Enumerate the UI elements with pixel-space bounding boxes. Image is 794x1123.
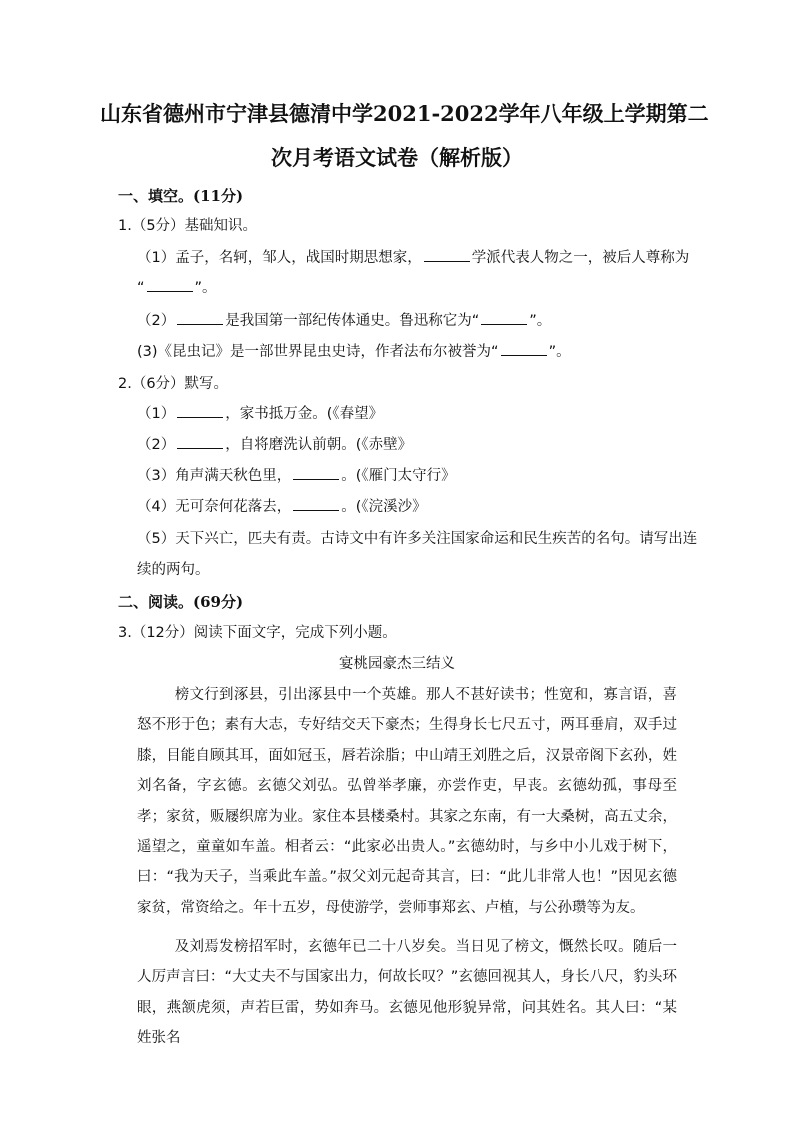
passage-paragraph-2: 及刘焉发榜招军时，玄德年已二十八岁矣。当日见了榜文，慨然长叹。随后一人厉声言曰：“大丈夫不与国家出力，何故长叹？”玄德回视其人，身长八尺，豹头环眼，燕颔虎须，声若巨雷，势如奔马。玄德见他形貌异常，问其姓名。其人曰：“某姓张名 bbox=[137, 939, 677, 1047]
q1-item1-line2: “ ”。 bbox=[137, 280, 217, 296]
page-title-line1: 山东省德州市宁津县德清中学2021-2022学年八年级上学期第二 bbox=[100, 101, 709, 126]
passage-paragraph-1: 榜文行到涿县，引出涿县中一个英雄。那人不甚好读书；性宽和，寡言语，喜怒不形于色；素有大志，专好结交天下豪杰；生得身长七尺五寸，两耳垂肩，双手过膝，目能自顾其耳，面如冠玉，唇若涂脂；中山靖王刘胜之后，汉景帝阁下玄孙，姓刘名备，字玄德。玄德父刘弘。弘曾举孝廉，亦尝作吏，早丧。玄德幼孤，事母至孝；家贫，贩屦织席为业。家住本县楼桑村。其家之东南，有一大桑树，高五丈余，遥望之，童童如车盖。相者云：“此家必出贵人。”玄德幼时，与乡中小儿戏于树下，曰：“我为天子，当乘此车盖。”叔父刘元起奇其言，曰：“此儿非常人也！”因见玄德家贫，常资给之。年十五岁，母使游学，尝师事郑玄、卢植，与公孙瓒等为友。 bbox=[137, 687, 677, 916]
answer-blank[interactable] bbox=[147, 279, 193, 292]
answer-blank[interactable] bbox=[177, 405, 223, 418]
q2-item5-line2: 续的两句。 bbox=[137, 562, 210, 578]
answer-blank[interactable] bbox=[424, 249, 470, 262]
q1-item2: （2） 是我国第一部纪传体通史。鲁迅称它为“ ”。 bbox=[137, 313, 552, 329]
q2-item2: （2） ，自将磨洗认前朝。(《赤壁》 bbox=[137, 437, 413, 453]
q3-stem: 3.（12分）阅读下面文字，完成下列小题。 bbox=[118, 625, 397, 641]
q1-item3: (3)《昆虫记》是一部世界昆虫史诗，作者法布尔被誉为“ ”。 bbox=[137, 344, 571, 360]
q2-item3: （3）角声满天秋色里， 。(《雁门太守行》 bbox=[137, 468, 456, 484]
q2-item4: （4）无可奈何花落去， 。(《浣溪沙》 bbox=[137, 499, 427, 515]
q2-item5-line1: （5）天下兴亡，匹夫有责。古诗文中有许多关注国家命运和民生疾苦的名句。请写出连 bbox=[137, 531, 698, 547]
q1-stem: 1.（5分）基础知识。 bbox=[118, 218, 258, 234]
answer-blank[interactable] bbox=[293, 467, 339, 480]
section2-heading: 二、阅读。(69分) bbox=[118, 593, 244, 611]
passage-title: 宴桃园豪杰三结义 bbox=[339, 656, 455, 672]
page-title-line2: 次月考语文试卷（解析版） bbox=[271, 145, 523, 170]
answer-blank[interactable] bbox=[177, 312, 223, 325]
answer-blank[interactable] bbox=[293, 498, 339, 511]
q2-stem: 2.（6分）默写。 bbox=[118, 376, 229, 392]
answer-blank[interactable] bbox=[177, 436, 223, 449]
answer-blank[interactable] bbox=[501, 343, 547, 356]
q1-item1-line1: （1）孟子，名轲，邹人，战国时期思想家， 学派代表人物之一，被后人尊称为 bbox=[137, 250, 690, 266]
answer-blank[interactable] bbox=[481, 312, 527, 325]
q2-item1: （1） ，家书抵万金。(《春望》 bbox=[137, 406, 384, 422]
section1-heading: 一、填空。(11分) bbox=[118, 187, 244, 205]
